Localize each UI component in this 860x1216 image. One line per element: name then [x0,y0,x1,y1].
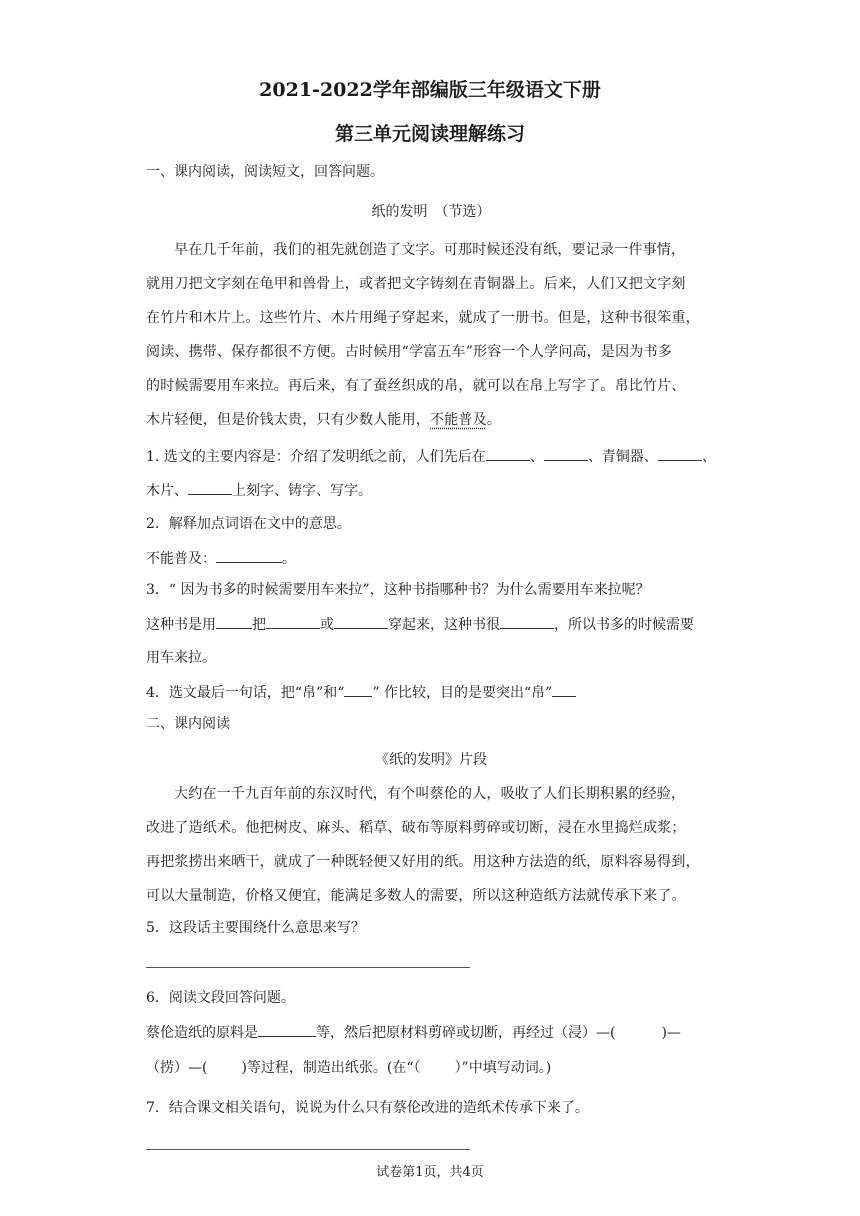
question-6-line-1 [146,1022,716,1043]
question-6: 6．阅读文段回答问题。 [146,990,295,1006]
question-3-answer-line-2: 用车来拉。 [146,650,216,666]
question-2-end: 。 [282,551,296,567]
passage-1-line: 的时候需要用车来拉。再后来，有了蚕丝织成的帛，就可以在帛上写字了。帛比竹片、 [146,378,686,394]
passage-1-line: 在竹片和木片上。这些竹片、木片用绳子穿起来，就成了一册书。但是，这种书很笨重， [146,310,700,326]
q3-text: 或 [320,617,334,633]
q3-text: ，所以书多的时候需要 [554,617,694,633]
answer-blank[interactable] [500,614,554,629]
q6-text: )— [661,1025,681,1041]
question-3: 3．“ 因为书多的时候需要用车来拉”，这种书指哪种书？为什么需要用车来拉呢？ [146,582,650,598]
q3-text: 穿起来，这种书很 [388,617,500,633]
passage-2-line: 大约在一千九百年前的东汉时代，有个叫蔡伦的人，吸收了人们长期积累的经验， [174,786,686,802]
answer-blank[interactable] [216,614,252,629]
q6-text: 等，然后把原材料剪碎或切断，再经过（浸）—( [316,1025,616,1041]
answer-blank[interactable] [544,446,588,461]
question-1-line-1 [146,446,716,467]
question-1-mid: 、青铜器、 [587,449,658,465]
answer-blank[interactable] [486,446,530,461]
answer-line[interactable] [146,967,470,968]
q6-text: ）”中填写动词。) [454,1060,552,1076]
passage-1-line: 就用刀把文字刻在龟甲和兽骨上，或者把文字铸刻在青铜器上。后来，人们又把文字刻 [146,276,686,292]
q3-text: 这种书是用 [146,617,216,633]
question-2-answer [146,548,716,569]
passage-1-title: 纸的发明 （节选） [371,204,491,220]
question-3-answer-line-1 [146,614,716,635]
passage-1-line: 阅读、携带、保存都很不方便。古时候用“学富五车”形容一个人学问高，是因为书多 [146,344,672,360]
document-title: 2021-2022学年部编版三年级语文下册 [259,79,601,101]
section-2-heading: 二、课内阅读 [146,716,230,732]
q4-text-b: ” 作比较，目的是要突出“帛” [372,685,553,701]
question-4 [146,682,716,703]
passage-1-last-suffix: 。 [486,412,502,428]
page-footer: 试卷第1页，共4页 [376,1165,484,1180]
answer-blank[interactable] [552,682,576,697]
passage-1-line: 早在几千年前，我们的祖先就创造了文字。可那时候还没有纸，要记录一件事情， [174,242,686,258]
dotted-term [430,412,487,428]
question-1-line-2 [146,480,716,501]
section-1-heading: 一、课内阅读，阅读短文，回答问题。 [146,164,384,180]
question-2: 2．解释加点词语在文中的意思。 [146,516,351,532]
answer-blank[interactable] [344,682,372,697]
dotted-term-text: 不能普及 [430,412,487,428]
separator: 、 [701,449,716,465]
answer-blank[interactable] [334,614,388,629]
answer-blank[interactable] [266,614,320,629]
separator: 、 [529,449,544,465]
question-5: 5．这段话主要围绕什么意思来写？ [146,920,365,936]
question-6-line-2 [146,1058,716,1078]
q3-text: 把 [252,617,266,633]
answer-blank[interactable] [658,446,702,461]
q6-text: )等过程，制造出纸张。(在“（ [241,1060,421,1076]
answer-blank[interactable] [216,548,282,563]
question-7: 7．结合课文相关语句，说说为什么只有蔡伦改进的造纸术传承下来了。 [146,1100,589,1116]
question-1-text-a: 木片、 [146,483,188,499]
question-2-term: 不能普及： [146,551,216,567]
passage-2-line: 可以大量制造，价格又便宜，能满足多数人的需要，所以这种造纸方法就传承下来了。 [146,888,686,904]
q6-text: 蔡伦造纸的原料是 [146,1025,258,1041]
passage-2-line: 再把浆捞出来晒干，就成了一种既轻便又好用的纸。用这种方法造的纸，原料容易得到， [146,854,700,870]
passage-2-title: 《纸的发明》片段 [375,752,487,768]
question-1-text: 1. 选文的主要内容是：介绍了发明纸之前，人们先后在 [146,449,486,465]
question-1-text-b: 上刻字、铸字、写字。 [232,483,372,499]
passage-1-last-line [146,410,716,430]
answer-line[interactable] [146,1149,470,1150]
document-subtitle: 第三单元阅读理解练习 [334,123,525,145]
q4-text-a: 4．选文最后一句话，把“帛”和“ [146,685,345,701]
q6-text: （捞）—( [146,1060,208,1076]
answer-blank[interactable] [258,1022,316,1037]
passage-1-last-prefix: 木片轻便，但是价钱太贵，只有少数人能用， [146,412,430,428]
answer-blank[interactable] [188,480,232,495]
passage-2-line: 改进了造纸术。他把树皮、麻头、稻草、破布等原料剪碎或切断，浸在水里捣烂成浆； [146,820,686,836]
